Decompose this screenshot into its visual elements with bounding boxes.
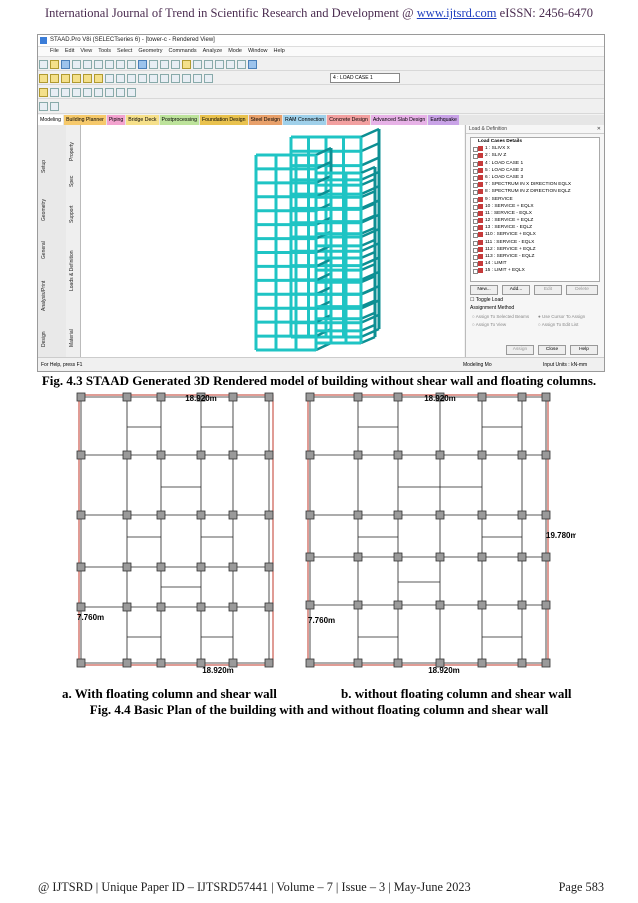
column-box	[518, 553, 526, 561]
radio-assign-selected[interactable]: ○ Assign To Selected Beams	[472, 314, 530, 319]
zoom-out-icon[interactable]	[171, 74, 180, 83]
menu-commands[interactable]: Commands	[168, 48, 197, 54]
load-case-label: 4 : LOAD CASE 1	[485, 160, 524, 166]
load-case-icon	[478, 254, 483, 259]
plan-b-grid	[306, 393, 550, 667]
tab-foundation-design[interactable]: Foundation Design	[202, 117, 246, 123]
solid-icon[interactable]	[237, 60, 246, 69]
menu-analyze[interactable]: Analyze	[202, 48, 223, 54]
menu-mode[interactable]: Mode	[228, 48, 242, 54]
select-all-icon[interactable]	[94, 74, 103, 83]
column-box	[542, 659, 550, 667]
load-case-item[interactable]	[471, 231, 599, 238]
column-box	[354, 511, 362, 519]
shrink-icon[interactable]	[116, 88, 125, 97]
select-solid-icon[interactable]	[83, 74, 92, 83]
load-case-label: 8 : SPECTRUM IN Z DIRECTION EQLZ	[485, 189, 571, 195]
circular-icon[interactable]	[127, 74, 136, 83]
load-case-item[interactable]	[471, 160, 599, 167]
new-icon[interactable]	[39, 60, 48, 69]
header-text: International Journal of Trend in Scientific Research and Development @	[44, 6, 417, 20]
load-case-item[interactable]	[471, 260, 599, 267]
floor-beam	[361, 337, 375, 343]
column-box	[518, 451, 526, 459]
floor-beam	[361, 252, 375, 258]
load-case-label: 111 : SERVICE - EQLX	[485, 239, 535, 245]
load-case-icon	[478, 240, 483, 245]
floor-beam	[361, 288, 375, 294]
status-units: Input Units : kN-mm	[543, 362, 588, 368]
app-titlebar	[38, 35, 604, 47]
layout-icon[interactable]	[39, 102, 48, 111]
pan-icon[interactable]	[171, 60, 180, 69]
load-case-label: 113 : SERVICE - EQLZ	[485, 254, 535, 259]
column-box	[157, 659, 165, 667]
assignment-method-label: Assignment Method	[470, 305, 515, 311]
zoom-in-icon[interactable]	[160, 74, 169, 83]
load-case-icon	[478, 218, 483, 223]
column-box	[197, 511, 205, 519]
column-box	[77, 511, 85, 519]
tab-piping[interactable]: Piping	[108, 117, 124, 123]
tree-root[interactable]	[471, 138, 599, 145]
label-icon[interactable]	[39, 88, 48, 97]
tab-bridge-deck[interactable]: Bridge Deck	[128, 117, 157, 123]
save-icon[interactable]	[61, 60, 70, 69]
column-box	[77, 603, 85, 611]
floor-beam	[361, 167, 375, 173]
load-case-label: 11 : SERVICE - EQLX	[485, 210, 533, 216]
column-box	[157, 563, 165, 571]
menu-file[interactable]: File	[50, 48, 59, 54]
load-case-icon	[478, 204, 483, 209]
delete-button[interactable]: Delete	[566, 285, 598, 295]
column-box	[478, 659, 486, 667]
column-box	[123, 603, 131, 611]
column-box	[478, 511, 486, 519]
side-tab-general[interactable]: General	[41, 241, 47, 259]
translate-icon[interactable]	[105, 74, 114, 83]
column-box	[123, 451, 131, 459]
load-case-item[interactable]	[471, 188, 599, 195]
paste-icon[interactable]	[105, 60, 114, 69]
column-box	[77, 393, 85, 401]
menu-tools[interactable]: Tools	[98, 48, 112, 54]
open-icon[interactable]	[50, 60, 59, 69]
load-case-icon	[478, 197, 483, 202]
load-case-item[interactable]	[471, 167, 599, 174]
side-tabs-primary	[38, 125, 67, 357]
column-box	[123, 563, 131, 571]
load-case-label: 112 : SERVICE + EQLZ	[485, 246, 536, 252]
load-case-item[interactable]	[471, 174, 599, 181]
column-box	[518, 601, 526, 609]
rotate-icon[interactable]	[149, 60, 158, 69]
column-box	[542, 601, 550, 609]
column-box	[229, 603, 237, 611]
load-case-select[interactable]: 4 : LOAD CASE 1	[330, 73, 400, 83]
figure-4-3-caption: Fig. 4.3 STAAD Generated 3D Rendered model of building without shear wall and floating columns.	[41, 373, 597, 388]
column-box	[436, 511, 444, 519]
load-case-icon	[478, 146, 483, 151]
load-case-label: 12 : SERVICE + EQLZ	[485, 218, 534, 224]
radio-assign-edit-list[interactable]: ○ Assign To Edit List	[538, 322, 579, 327]
load-case-label: 15 : LIMIT + EQLX	[485, 268, 525, 274]
panel-title	[466, 125, 604, 134]
iso-icon[interactable]	[61, 88, 70, 97]
tab-concrete-design[interactable]: Concrete Design	[329, 117, 368, 123]
load-case-icon	[478, 211, 483, 216]
side-tabs-secondary	[66, 125, 81, 357]
load-case-label: 5 : LOAD CASE 2	[485, 167, 524, 173]
floor-beam	[361, 143, 379, 151]
subcaption-b: b. without floating column and shear wall	[341, 686, 572, 701]
load-case-label: 9 : SERVICE	[485, 196, 513, 202]
load-case-icon	[478, 153, 483, 158]
select-icon[interactable]	[39, 74, 48, 83]
zoom-window-icon[interactable]	[182, 74, 191, 83]
snap-icon[interactable]	[193, 60, 202, 69]
load-case-icon	[478, 232, 483, 237]
select-beam-icon[interactable]	[61, 74, 70, 83]
column-box	[354, 553, 362, 561]
load-case-icon	[478, 189, 483, 194]
plan-a-bottom-dimension: 18.920m	[202, 666, 234, 675]
side-tab-spec[interactable]: Spec	[69, 175, 75, 187]
menu-select[interactable]: Select	[117, 48, 133, 54]
render-icon[interactable]	[248, 60, 257, 69]
radio-use-cursor[interactable]: ● Use Cursor To Assign	[538, 314, 586, 319]
status-bar	[38, 357, 604, 372]
undo-icon[interactable]	[116, 60, 125, 69]
column-box	[265, 511, 273, 519]
column-box	[229, 563, 237, 571]
column-box	[436, 553, 444, 561]
side-tab-material[interactable]: Material	[69, 329, 75, 347]
rendered-building-model	[81, 125, 464, 357]
menu-edit[interactable]: Edit	[64, 48, 75, 54]
floor-beam	[361, 158, 379, 166]
toolbar-2	[38, 71, 604, 85]
header-issn: eISSN: 2456-6470	[496, 6, 594, 20]
column-box	[478, 601, 486, 609]
column-box	[265, 603, 273, 611]
load-case-item[interactable]	[471, 152, 599, 159]
menu-help[interactable]: Help	[273, 48, 285, 54]
load-case-label: 6 : LOAD CASE 3	[485, 174, 524, 180]
column-box	[394, 393, 402, 401]
load-cases-tree	[470, 137, 600, 282]
menu-view[interactable]: View	[80, 48, 93, 54]
beam-icon[interactable]	[215, 60, 224, 69]
load-case-item[interactable]	[471, 145, 599, 152]
close-button[interactable]: Close	[538, 345, 566, 355]
column-box	[306, 601, 314, 609]
column-box	[518, 659, 526, 667]
radio-assign-selected-label: Assign To Selected Beams	[475, 314, 530, 319]
column-box	[436, 451, 444, 459]
column-box	[229, 393, 237, 401]
add-beam-icon[interactable]	[149, 74, 158, 83]
journal-link[interactable]: www.ijtsrd.com	[416, 6, 497, 20]
plan-a-side-dimension: 7.760m	[77, 613, 105, 622]
status-mode: Modeling Mo	[463, 362, 492, 368]
column-box	[77, 563, 85, 571]
dimension-icon[interactable]	[50, 88, 59, 97]
top-view-icon[interactable]	[94, 88, 103, 97]
edit-button[interactable]: Edit	[534, 285, 562, 295]
load-case-label: 7 : SPECTRUM IN X DIRECTION EQLX	[485, 182, 572, 188]
front-view-icon[interactable]	[72, 88, 81, 97]
cut-icon[interactable]	[83, 60, 92, 69]
column-box	[197, 451, 205, 459]
column-box	[157, 451, 165, 459]
column-box	[123, 393, 131, 401]
measure-icon[interactable]	[127, 88, 136, 97]
load-case-item[interactable]	[471, 210, 599, 217]
plan-a-top-dimension: 18.920m	[185, 394, 217, 403]
column-box	[123, 659, 131, 667]
side-tab-property[interactable]: Property	[69, 142, 75, 161]
load-case-icon	[478, 247, 483, 252]
toolbar-1	[38, 57, 604, 71]
toggle-load-label: Toggle Load	[475, 297, 504, 303]
load-case-item[interactable]	[471, 203, 599, 210]
column-box	[123, 511, 131, 519]
column-box	[478, 393, 486, 401]
outline	[308, 395, 548, 665]
column-box	[229, 511, 237, 519]
column-box	[354, 451, 362, 459]
tab-building-planner[interactable]: Building Planner	[66, 117, 104, 123]
load-case-label: 10 : SERVICE + EQLX	[485, 203, 534, 209]
figure-4-4-caption: Fig. 4.4 Basic Plan of the building with and without floating column and shear wall	[89, 702, 549, 717]
outline	[79, 395, 273, 665]
column-box	[265, 659, 273, 667]
column-box	[436, 601, 444, 609]
column-box	[478, 451, 486, 459]
column-box	[306, 451, 314, 459]
structure-icon[interactable]	[204, 74, 213, 83]
plan-a-figure	[73, 387, 299, 677]
plan-b-right-dimension: 19.780m	[546, 531, 576, 540]
column-box	[265, 393, 273, 401]
load-case-item[interactable]	[471, 217, 599, 224]
radio-assign-view-label: Assign To View	[475, 322, 507, 327]
view-icon[interactable]	[138, 60, 147, 69]
column-box	[394, 659, 402, 667]
column-box	[157, 511, 165, 519]
insert-node-icon[interactable]	[138, 74, 147, 83]
toggle-load-checkbox[interactable]: ☐ Toggle Load	[470, 297, 504, 303]
plan-b-drawing	[300, 387, 576, 677]
load-case-icon	[478, 225, 483, 230]
copy-icon[interactable]	[94, 60, 103, 69]
load-case-label: 110 : SERVICE + EQLX	[485, 232, 536, 238]
column-box	[354, 393, 362, 401]
load-case-label: 13 : SERVICE - EQLZ	[485, 225, 533, 231]
plan-b-side-dimension: 7.760m	[308, 616, 336, 625]
help-button[interactable]: Help	[570, 345, 598, 355]
side-tab-geometry[interactable]: Geometry	[41, 199, 47, 221]
load-case-item[interactable]	[471, 246, 599, 253]
plate-icon[interactable]	[226, 60, 235, 69]
column-box	[77, 451, 85, 459]
staad-screenshot	[37, 34, 605, 372]
tab-ram-connection[interactable]: RAM Connection	[284, 117, 325, 123]
load-case-item[interactable]	[471, 267, 599, 274]
load-case-item[interactable]	[471, 239, 599, 246]
floor-beam	[361, 325, 375, 331]
tab-postprocessing[interactable]: Postprocessing	[161, 117, 197, 123]
column-box	[354, 659, 362, 667]
assign-button[interactable]: Assign	[506, 345, 534, 355]
load-case-item[interactable]	[471, 181, 599, 188]
toolbar-4	[38, 99, 604, 114]
side-view-icon[interactable]	[83, 88, 92, 97]
side-tab-design[interactable]: Design	[41, 331, 47, 347]
journal-header	[0, 6, 638, 21]
tab-advanced-slab-design[interactable]: Advanced Slab Design	[372, 117, 426, 123]
zoom-icon[interactable]	[160, 60, 169, 69]
rendered-view[interactable]	[81, 125, 464, 357]
column-box	[542, 511, 550, 519]
column-box	[542, 553, 550, 561]
plan-a-drawing	[73, 387, 299, 677]
column-box	[394, 553, 402, 561]
column-box	[306, 659, 314, 667]
building-frame	[256, 129, 379, 350]
app-icon	[40, 37, 47, 44]
mirror-icon[interactable]	[116, 74, 125, 83]
column-box	[77, 659, 85, 667]
side-tab-setup[interactable]: Setup	[41, 159, 47, 173]
plan-b-bottom-dimension: 18.920m	[428, 666, 460, 675]
load-case-label: 2 : SLIV Z	[485, 153, 507, 159]
footer-info: @ IJTSRD | Unique Paper ID – IJTSRD57441 | Volume – 7 | Issue – 3 | May-June 2023	[38, 880, 471, 894]
column-box	[157, 603, 165, 611]
load-definition-panel	[465, 125, 604, 357]
menu-bar	[38, 47, 604, 57]
radio-use-cursor-label: Use Cursor To Assign	[541, 314, 586, 319]
new-button[interactable]: New...	[470, 285, 498, 295]
load-case-label: 14 : LIMIT	[485, 261, 507, 267]
close-icon[interactable]: ✕	[596, 126, 601, 132]
status-help: For Help, press F1	[41, 362, 83, 368]
print-icon[interactable]	[72, 60, 81, 69]
side-tab-loads[interactable]: Loads & Definition	[69, 250, 75, 291]
subcaption-a: a. With floating column and shear wall	[62, 686, 277, 701]
load-case-icon	[478, 168, 483, 173]
load-case-item[interactable]	[471, 253, 599, 260]
load-case-icon	[478, 175, 483, 180]
column-box	[265, 563, 273, 571]
plan-b-figure	[300, 387, 576, 677]
page-number: Page 583	[558, 880, 604, 894]
column-box	[306, 511, 314, 519]
floor-beam	[361, 129, 379, 137]
column-box	[518, 511, 526, 519]
side-tab-support[interactable]: Support	[69, 205, 75, 223]
tab-steel-design[interactable]: Steel Design	[250, 117, 280, 123]
app-title: STAAD.Pro V8i (SELECTseries 6) - [tower-c - Rendered View]	[50, 37, 215, 43]
load-case-item[interactable]	[471, 196, 599, 203]
column-box	[542, 393, 550, 401]
node-icon[interactable]	[204, 60, 213, 69]
load-case-label: 1 : SLIVX X	[485, 146, 510, 152]
column-box	[478, 553, 486, 561]
add-button[interactable]: Add...	[502, 285, 530, 295]
redo-icon[interactable]	[127, 60, 136, 69]
load-case-icon	[478, 268, 483, 273]
column-box	[394, 451, 402, 459]
column-box	[229, 451, 237, 459]
column-box	[394, 601, 402, 609]
column-box	[197, 603, 205, 611]
load-case-item[interactable]	[471, 224, 599, 231]
radio-assign-view[interactable]: ○ Assign To View	[472, 322, 507, 327]
column-box	[265, 451, 273, 459]
column-box	[542, 451, 550, 459]
page-footer	[38, 880, 604, 895]
side-tab-analysis[interactable]: Analysis/Print	[41, 280, 47, 311]
column-box	[394, 511, 402, 519]
tree-root-label: Load Cases Details	[478, 139, 522, 144]
column-box	[197, 563, 205, 571]
column-box	[306, 393, 314, 401]
load-case-icon	[478, 261, 483, 266]
menu-window[interactable]: Window	[247, 48, 268, 54]
3d-view-icon[interactable]	[105, 88, 114, 97]
column-box	[306, 553, 314, 561]
tab-earthquake[interactable]: Earthquake	[430, 117, 457, 123]
select-node-icon[interactable]	[50, 74, 59, 83]
load-case-icon	[478, 182, 483, 187]
plan-a-grid	[77, 393, 273, 667]
radio-assign-edit-list-label: Assign To Edit List	[541, 322, 579, 327]
plan-b-top-dimension: 18.920m	[424, 394, 456, 403]
tab-modeling[interactable]: Modeling	[40, 117, 62, 123]
display-whole-icon[interactable]	[193, 74, 202, 83]
page-control-tabs	[38, 115, 604, 125]
select-plate-icon[interactable]	[72, 74, 81, 83]
load-case-icon	[478, 161, 483, 166]
column-box	[157, 393, 165, 401]
column-box	[518, 393, 526, 401]
menu-geometry[interactable]: Geometry	[138, 48, 163, 54]
panel-title-text: Load & Definition	[469, 126, 508, 132]
toolbar-3	[38, 85, 604, 99]
page-icon[interactable]	[50, 102, 59, 111]
column-box	[354, 601, 362, 609]
grid-icon[interactable]	[182, 60, 191, 69]
